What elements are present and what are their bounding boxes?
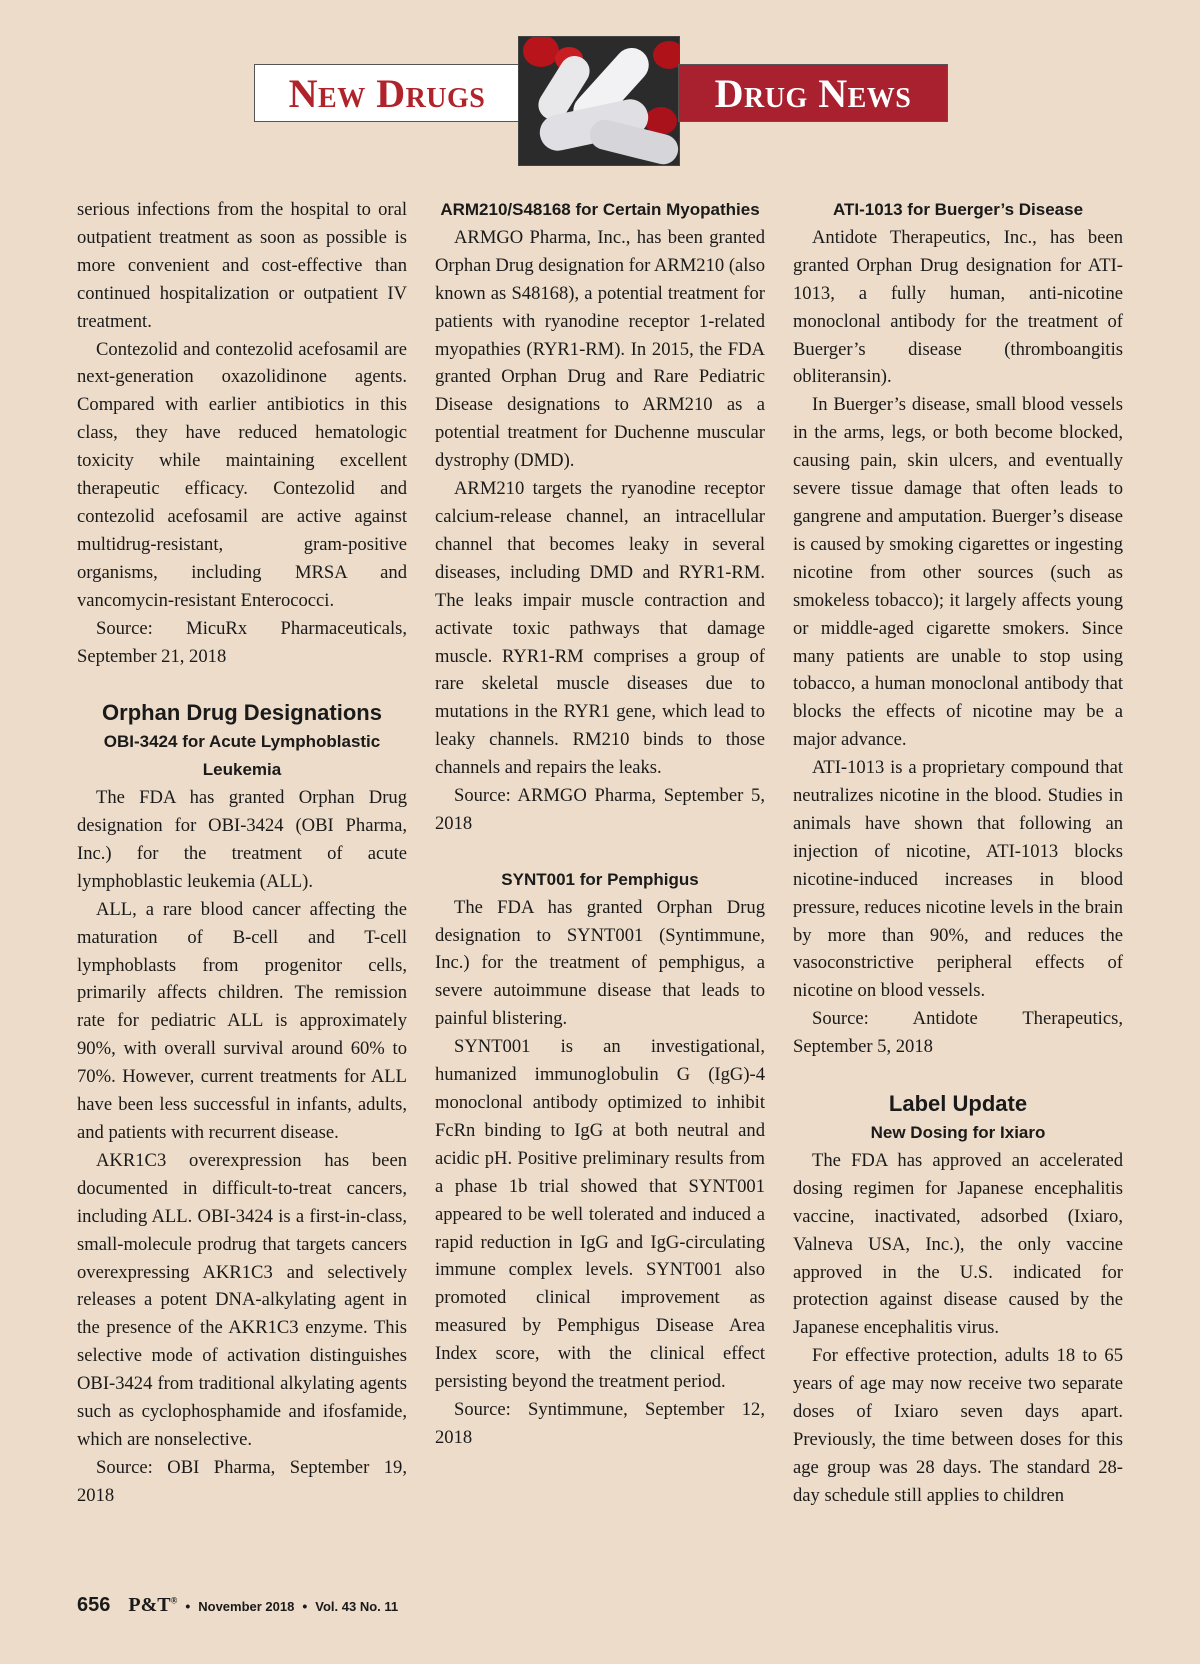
column-1 bbox=[77, 196, 407, 1510]
subtitle-arm210: ARM210/S48168 for Certain Myopathies bbox=[440, 200, 760, 219]
paragraph: SYNT001 is an investigational, humanized immunoglobulin G (IgG)-4 monoclonal antibody optimized to inhibit FcRn binding to IgG at both neutral and acidic pH. Positive preliminary results from a phase 1b trial showed that SYNT001 appeared to be well tolerated and induced a rapid reduction in IgG and IgG-circulating immune complex levels. SYNT001 also promoted clinical improvement as measured by Pemphigus Disease Area Index score, with the clinical effect persisting beyond the treatment period. bbox=[435, 1036, 765, 1393]
issue-volume: Vol. 43 No. 11 bbox=[315, 1599, 399, 1614]
source-line: Source: OBI Pharma, September 19, 2018 bbox=[77, 1456, 407, 1506]
source-line: Source: Syntimmune, September 12, 2018 bbox=[435, 1398, 765, 1448]
paragraph: The FDA has approved an accelerated dosing regimen for Japanese encephalitis vaccine, inactivated, adsorbed (Ixiaro, Valneva USA, Inc.), the only vaccine approved in the U.S. indicated for protection against disease caused by the Japanese encephalitis virus. bbox=[793, 1149, 1123, 1339]
new-drugs-label: New Drugs bbox=[254, 64, 520, 122]
paragraph: Contezolid and contezolid acefosamil are next-generation oxazolidinone agents. Compared with earlier antibiotics in this class, they have reduced hematologic toxicity while maintaining excellent therapeutic efficacy. Contezolid and contezolid acefosamil are active against multidrug-resistant, gram-positive organisms, including MRSA and vancomycin-resistant Enterococci. bbox=[77, 338, 407, 611]
source-line: Source: Antidote Therapeutics, September 5, 2018 bbox=[793, 1008, 1123, 1058]
subtitle-obi-3424: OBI-3424 for Acute Lymphoblastic Leukemia bbox=[103, 732, 381, 780]
paragraph: ATI-1013 is a proprietary compound that neutralizes nicotine in the blood. Studies in animals have shown that following an injection of nicotine, ATI-1013 blocks nicotine-induced increases in blood pressure, reduces nicotine levels in the brain by more than 90%, and reduces the vasoconstrictive peripheral effects of nicotine on blood vessels. bbox=[793, 757, 1123, 1002]
pills-photo bbox=[518, 36, 680, 166]
paragraph: For effective protection, adults 18 to 65 years of age may now receive two separate doses of Ixiaro seven days apart. Previously, the time between doses for this age group was 28 days. The standard 28-day schedule still applies to children bbox=[793, 1345, 1123, 1506]
paragraph: AKR1C3 overexpression has been documented in difficult-to-treat cancers, including ALL. OBI-3424 is a first-in-class, small-molecule prodrug that targets cancers overexpressing AKR1C3 and selectively releases a potent DNA-alkylating agent in the presence of the AKR1C3 enzyme. This selective mode of activation distinguishes OBI-3424 from traditional alkylating agents such as cyclophosphamide and ifosfamide, which are nonselective. bbox=[77, 1149, 407, 1450]
paragraph: serious infections from the hospital to oral outpatient treatment as soon as possible is more convenient and cost-effective than continued hospitalization or outpatient IV treatment. bbox=[77, 199, 407, 332]
source-line: Source: ARMGO Pharma, September 5, 2018 bbox=[435, 785, 765, 834]
paragraph: In Buerger’s disease, small blood vessels in the arms, legs, or both become blocked, causing pain, skin ulcers, and eventually severe tissue damage that often leads to gangrene and amputation. Buerger’s disease is caused by smoking cigarettes or ingesting nicotine from other sources (such as smokeless tobacco); it largely affects young or middle-aged cigarette smokers. Since many patients are unable to stop using tobacco, a human monoclonal antibody that blocks the effects of nicotine may be a major advance. bbox=[793, 394, 1123, 751]
drug-news-label: Drug News bbox=[678, 64, 948, 122]
masthead bbox=[254, 36, 946, 164]
subtitle-synt001: SYNT001 for Pemphigus bbox=[501, 869, 699, 889]
journal-name: P&T® bbox=[128, 1594, 178, 1616]
paragraph: ALL, a rare blood cancer affecting the maturation of B-cell and T-cell lymphoblasts from progenitor cells, primarily affects children. The remission rate for pediatric ALL is approximately 90%, with overall survival around 60% to 70%. However, current treatments for ALL have been less successful in infants, adults, and patients with recurrent disease. bbox=[77, 898, 407, 1143]
page-footer bbox=[77, 1594, 398, 1617]
source-line: Source: MicuRx Pharmaceuticals, September 21, 2018 bbox=[77, 617, 407, 667]
paragraph: The FDA has granted Orphan Drug designation to SYNT001 (Syntimmune, Inc.) for the treatment of pemphigus, a severe autoimmune disease that leads to painful blistering. bbox=[435, 896, 765, 1030]
column-2 bbox=[435, 196, 765, 1452]
column-3 bbox=[793, 196, 1123, 1510]
page-number: 656 bbox=[77, 1594, 111, 1616]
subtitle-ixiaro: New Dosing for Ixiaro bbox=[870, 1122, 1046, 1142]
section-title-orphan-drug: Orphan Drug Designations bbox=[102, 700, 382, 726]
paragraph: ARMGO Pharma, Inc., has been granted Orphan Drug designation for ARM210 (also known as S48168), a potential treatment for patients with ryanodine receptor 1-related myopathies (RYR1-RM). In 2015, the FDA granted Orphan Drug and Rare Pediatric Disease designations to ARM210 as a potential treatment for Duchenne muscular dystrophy (DMD). bbox=[435, 226, 765, 472]
paragraph: Antidote Therapeutics, Inc., has been granted Orphan Drug designation for ATI-1013, a fully human, anti-nicotine monoclonal antibody for the treatment of Buerger’s disease (thromboangitis obliteransin). bbox=[793, 226, 1123, 388]
paragraph: The FDA has granted Orphan Drug designation for OBI-3424 (OBI Pharma, Inc.) for the treatment of acute lymphoblastic leukemia (ALL). bbox=[77, 787, 407, 892]
pills-icon bbox=[519, 37, 679, 165]
issue-date: November 2018 bbox=[198, 1599, 295, 1614]
subtitle-ati-1013: ATI-1013 for Buerger’s Disease bbox=[832, 200, 1084, 219]
separator: • bbox=[302, 1598, 308, 1614]
separator: • bbox=[185, 1598, 191, 1614]
section-title-label-update: Label Update bbox=[888, 1090, 1028, 1116]
paragraph: ARM210 targets the ryanodine receptor calcium-release channel, an intracellular channel that becomes leaky in several diseases, including DMD and RYR1-RM. The leaks impair muscle contraction and activate toxic pathways that damage muscle. RYR1-RM comprises a group of rare skeletal muscle diseases due to mutations in the RYR1 gene, which lead to leaky channels. RM210 binds to those channels and repairs the leaks. bbox=[435, 478, 765, 779]
